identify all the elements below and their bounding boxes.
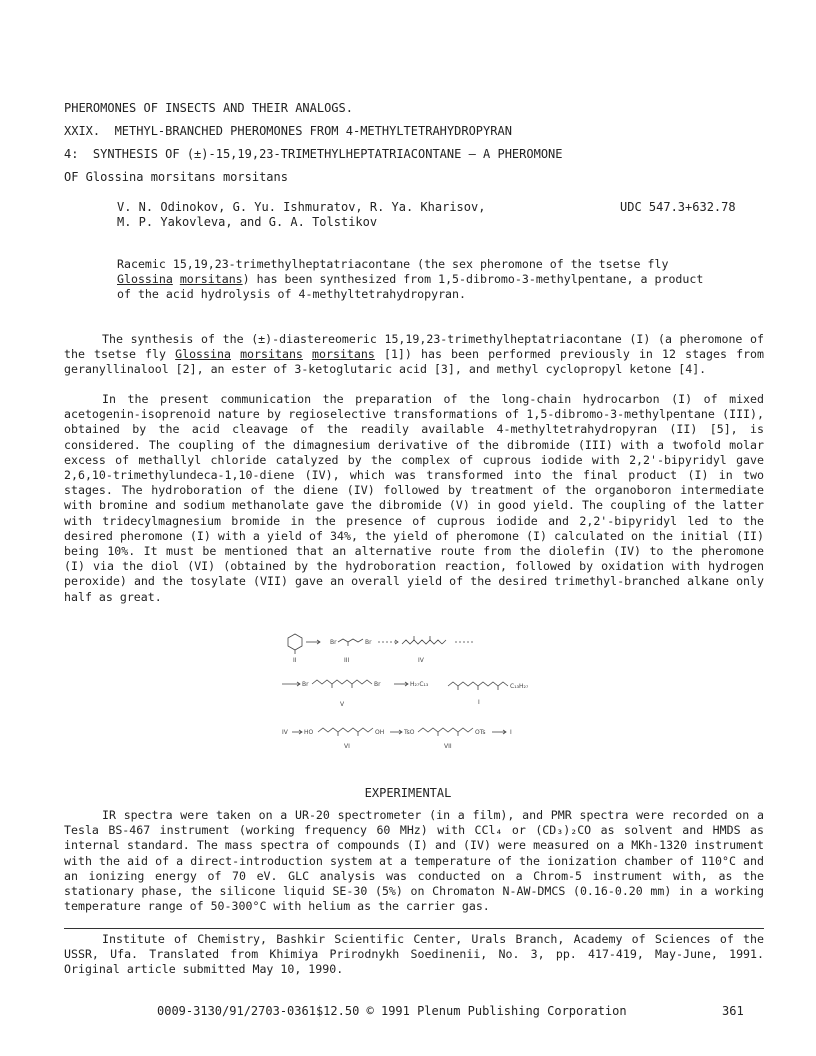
abstract-species: morsitans [179, 272, 243, 287]
reaction-scheme [280, 628, 550, 750]
svg-text:HO: HO [304, 729, 314, 736]
pyran-ring-icon [288, 634, 302, 650]
svg-text:Br: Br [302, 681, 309, 688]
scheme-label-I: I [478, 699, 480, 706]
footnote: Institute of Chemistry, Bashkir Scientific Center, Urals Branch, Academy of Sciences of the USSR, Ufa. Translated from Khimiya Prirodnykh Soedinenii, No. 3, pp. 417-419, May-June, 1991. Original article submitted May 10, 1990. [64, 932, 764, 977]
scheme-label-VI: VI [344, 743, 350, 750]
authors-line-1: V. N. Odinokov, G. Yu. Ishmuratov, R. Ya. Kharisov, [117, 200, 486, 214]
svg-text:Br: Br [330, 639, 337, 646]
svg-text:Br: Br [365, 639, 372, 646]
svg-text:TsO: TsO [404, 729, 415, 736]
svg-text:IV: IV [282, 729, 288, 736]
svg-text:I: I [510, 729, 512, 736]
scheme-label-IV: IV [418, 657, 424, 664]
page-number: 361 [722, 1004, 744, 1018]
title-line-1: PHEROMONES OF INSECTS AND THEIR ANALOGS. [64, 101, 353, 115]
svg-text:OTs: OTs [475, 729, 486, 736]
abstract-genus: Glossina [117, 272, 173, 287]
svg-text:H₂₇C₁₃: H₂₇C₁₃ [410, 681, 429, 688]
scheme-label-V: V [340, 701, 345, 708]
title-line-2: XXIX. METHYL-BRANCHED PHEROMONES FROM 4-METHYLTETRAHYDROPYRAN [64, 124, 512, 138]
intro-paragraph: The synthesis of the (±)-diastereomeric 15,19,23-trimethylheptatriacontane (I) (a pheromone of the tsetse fly Glossina morsitans morsitans [1]) has been performed previously in 12 stages from geranyllinalool [2], an ester of 3-ketoglutaric acid [3], and methyl cyclopropyl ketone [4]. [64, 332, 765, 377]
title-line-4: OF Glossina morsitans morsitans [64, 170, 288, 184]
title-line-3: 4: SYNTHESIS OF (±)-15,19,23-TRIMETHYLHEPTATRIACONTANE — A PHEROMONE [64, 147, 563, 161]
abstract: Racemic 15,19,23-trimethylheptatriacontane (the sex pheromone of the tsetse fly Glossina morsitans) has been synthesized from 1,5-dibromo-3-methylpentane, a product of the acid hydrolysis of 4-methyltetrahydropyran. [117, 257, 704, 302]
body-paragraph: In the present communication the preparation of the long-chain hydrocarbon (I) of mixed acetogenin-isoprenoid nature by regioselective transformations of 1,5-dibromo-3-methylpentane (III), obtained by the acid cleavage of the readily available 4-methyltetrahydropyran (II) [5], is considered. The coupling of the dimagnesium derivative of the dibromide (III) with a twofold molar excess of methallyl chloride catalyzed by the complex of cuprous iodide with 2,2'-bipyridyl gave 2,6,10-trimethylundeca-1,10-diene (IV), which was transformed into the final product (I) in two stages. The hydroboration of the diene (IV) followed by treatment of the organoboron intermediate with bromine and sodium methanolate gave the dibromide (V) in good yield. The coupling of the latter with tridecylmagnesium bromide in the presence of cuprous iodide and 2,2'-bipyridyl led to the desired pheromone (I) with a yield of 34%, the yield of pheromone (I) calculated on the initial (II) being 10%. It must be mentioned that an alternative route from the diolefin (IV) to the pheromone (I) via the diol (VI) (obtained by the hydroboration reaction, followed by oxidation with hydrogen peroxide) and the tosylate (VII) gave an overall yield of the desired trimethyl-branched alkane only half as great. [64, 392, 764, 604]
svg-text:C₁₃H₂₇: C₁₃H₂₇ [510, 683, 529, 690]
scheme-label-II: II [293, 657, 297, 664]
udc-code: UDC 547.3+632.78 [620, 200, 736, 214]
authors-line-2: M. P. Yakovleva, and G. A. Tolstikov [117, 215, 378, 229]
svg-text:OH: OH [375, 729, 385, 736]
scheme-label-VII: VII [444, 743, 452, 750]
svg-text:Br: Br [374, 681, 381, 688]
copyright-line: 0009-3130/91/2703-0361$12.50 © 1991 Plenum Publishing Corporation [157, 1004, 627, 1018]
experimental-heading: EXPERIMENTAL [364, 786, 452, 800]
scheme-label-III: III [344, 657, 350, 664]
experimental-paragraph: IR spectra were taken on a UR-20 spectrometer (in a film), and PMR spectra were recorded on a Tesla BS-467 instrument (working frequency 60 MHz) with CCl₄ or (CD₃)₂CO as solvent and HMDS as internal standard. The mass spectra of compounds (I) and (IV) were measured on a MKh-1320 instrument with the aid of a direct-introduction system at a temperature of the ionization chamber of 110°C and an ionizing energy of 70 eV. GLC analysis was conducted on a Chrom-5 instrument with, as the stationary phase, the silicone liquid SE-30 (5%) on Chromaton N-AW-DMCS (0.16-0.20 mm) in a working temperature range of 50-300°C with helium as the carrier gas. [64, 808, 764, 914]
footnote-rule [64, 928, 764, 929]
